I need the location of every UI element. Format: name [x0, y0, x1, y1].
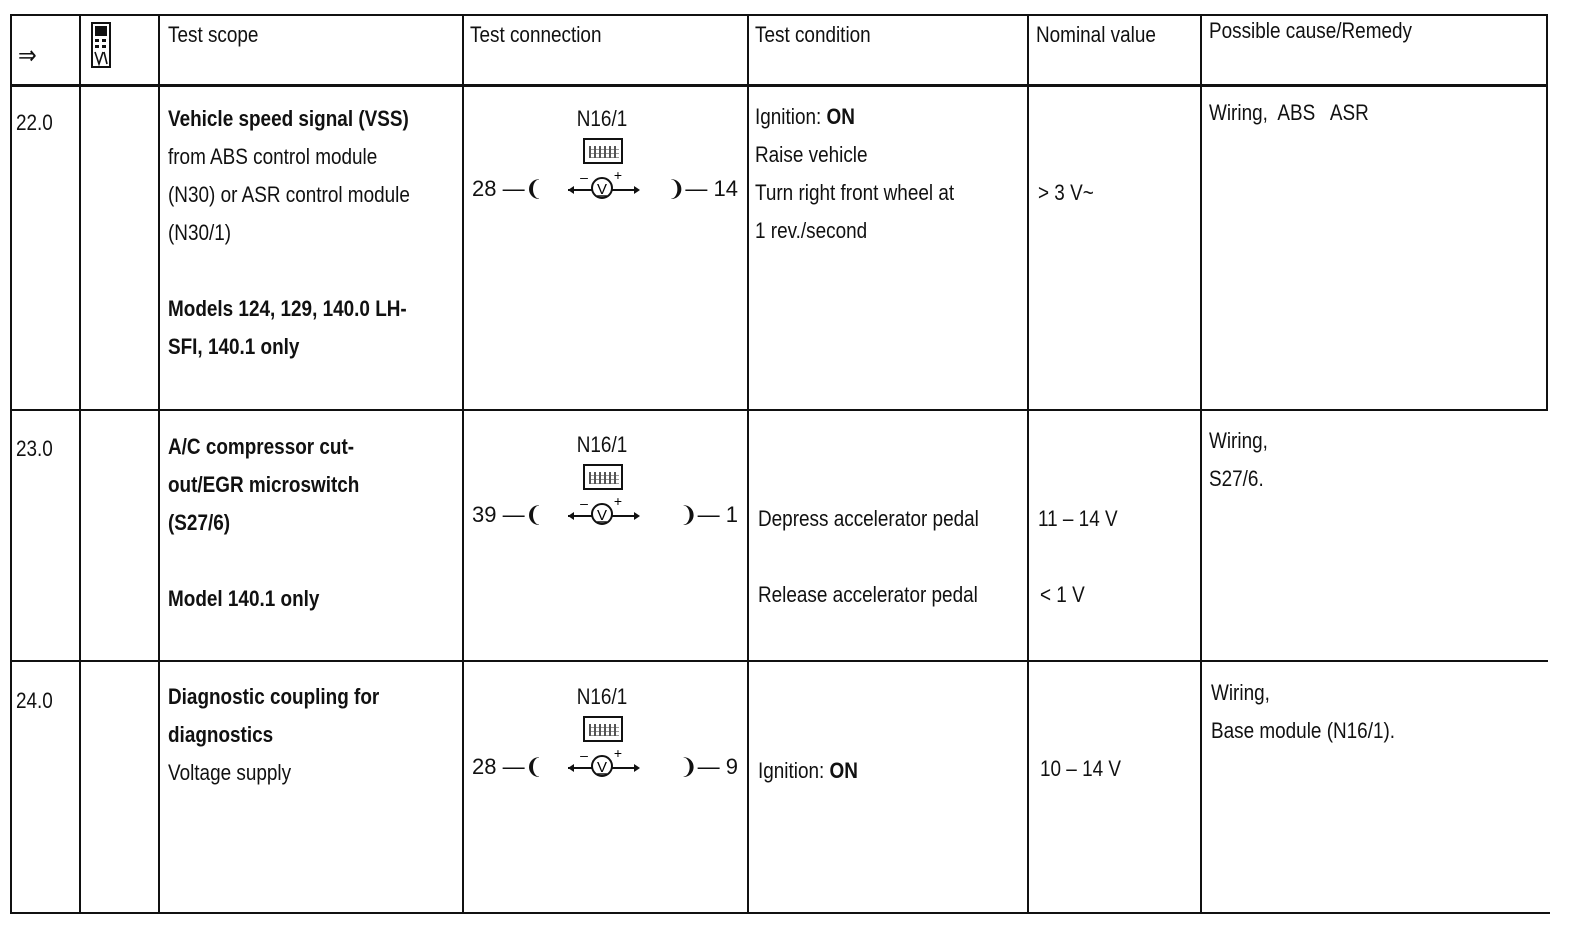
header-possible-cause: Possible cause/Remedy: [1209, 18, 1412, 43]
scope-body-line: from ABS control module: [168, 144, 378, 169]
condition-line: Release accelerator pedal: [758, 582, 978, 607]
voltmeter-icon: [566, 748, 642, 782]
test-connection-diagram: [462, 106, 742, 216]
scope-title: Diagnostic coupling for: [168, 684, 380, 709]
scope-title: A/C compressor cut-: [168, 434, 355, 459]
pin-right: ❩— 1: [679, 502, 738, 527]
base-module-icon: [583, 464, 623, 490]
scope-body-line: (N30) or ASR control module: [168, 182, 410, 207]
condition-line: Turn right front wheel at: [755, 180, 955, 205]
module-label: N16/1: [576, 106, 628, 131]
col-border-4: [747, 14, 749, 914]
scope-note: Models 124, 129, 140.0 LH-: [168, 296, 407, 321]
row-divider-1: [10, 409, 1548, 411]
module-label: N16/1: [576, 432, 628, 457]
row-id: 22.0: [16, 110, 53, 135]
header-test-scope: Test scope: [168, 22, 259, 47]
col-border-6: [1200, 14, 1202, 914]
svg-text:V: V: [596, 181, 608, 198]
row-id: 23.0: [16, 436, 53, 461]
nominal-value-cell: > 3 V~: [1038, 180, 1094, 205]
base-module-icon: [583, 716, 623, 742]
header-arrow: ⇒: [18, 40, 37, 70]
svg-text:+: +: [613, 496, 623, 509]
col-border-2: [158, 14, 160, 914]
table-bottom-border: [10, 912, 1550, 914]
scope-title: out/EGR microswitch: [168, 472, 360, 497]
condition-line: Raise vehicle: [755, 142, 868, 167]
col-border-1: [79, 14, 81, 914]
test-condition-cell: Ignition: ON: [758, 758, 858, 783]
test-connection-diagram: [462, 684, 742, 794]
scope-note: SFI, 140.1 only: [168, 334, 300, 359]
svg-text:–: –: [580, 748, 588, 763]
row-id: 24.0: [16, 688, 53, 713]
table-top-border: [10, 14, 1548, 16]
scope-body-line: Voltage supply: [168, 760, 292, 785]
scope-note: Model 140.1 only: [168, 586, 320, 611]
possible-cause-cell: Wiring, Base module (N16/1).: [1211, 680, 1396, 743]
pin-left: 28 —❨: [472, 176, 544, 201]
header-bottom-border: [10, 84, 1548, 87]
header-test-connection: Test connection: [470, 22, 602, 47]
col-border-7: [1546, 14, 1548, 410]
nominal-value-cell: < 1 V: [1040, 582, 1085, 607]
test-connection-diagram: [462, 432, 742, 542]
pin-right: ❩— 14: [666, 176, 738, 201]
scope-body-line: (N30/1): [168, 220, 232, 245]
nominal-value-cell: 11 – 14 V: [1038, 506, 1118, 531]
base-module-icon: [583, 138, 623, 164]
svg-text:+: +: [613, 748, 623, 761]
pin-left: 39 —❨: [472, 502, 544, 527]
condition-line: Ignition: ON: [755, 104, 855, 129]
scope-title: (S27/6): [168, 510, 231, 535]
pin-right: ❩— 9: [679, 754, 738, 779]
test-scope-cell: [168, 100, 410, 366]
col-border-0: [10, 14, 12, 914]
svg-text:V: V: [596, 507, 608, 524]
condition-line: Depress accelerator pedal: [758, 506, 979, 531]
possible-cause-cell: Wiring, S27/6.: [1209, 428, 1268, 491]
voltmeter-icon: [566, 496, 642, 530]
module-label: N16/1: [576, 684, 628, 709]
test-scope-cell: [168, 678, 379, 792]
scope-title: Vehicle speed signal (VSS): [168, 106, 409, 131]
svg-text:–: –: [580, 496, 588, 511]
test-scope-cell: [168, 428, 359, 618]
possible-cause-cell: Wiring, ABS ASR: [1209, 100, 1369, 125]
header-nominal-value: Nominal value: [1036, 22, 1156, 47]
col-border-5: [1027, 14, 1029, 914]
voltmeter-icon: [566, 170, 642, 204]
scope-title: diagnostics: [168, 722, 274, 747]
svg-text:–: –: [580, 170, 588, 185]
svg-text:V: V: [596, 759, 608, 776]
header-test-condition: Test condition: [755, 22, 871, 47]
test-condition-cell: [755, 98, 954, 250]
nominal-value-cell: 10 – 14 V: [1040, 756, 1122, 781]
row-divider-2: [10, 660, 1548, 662]
pin-left: 28 —❨: [472, 754, 544, 779]
svg-text:+: +: [613, 170, 623, 183]
tester-device-icon: [90, 22, 112, 68]
condition-line: 1 rev./second: [755, 218, 868, 243]
